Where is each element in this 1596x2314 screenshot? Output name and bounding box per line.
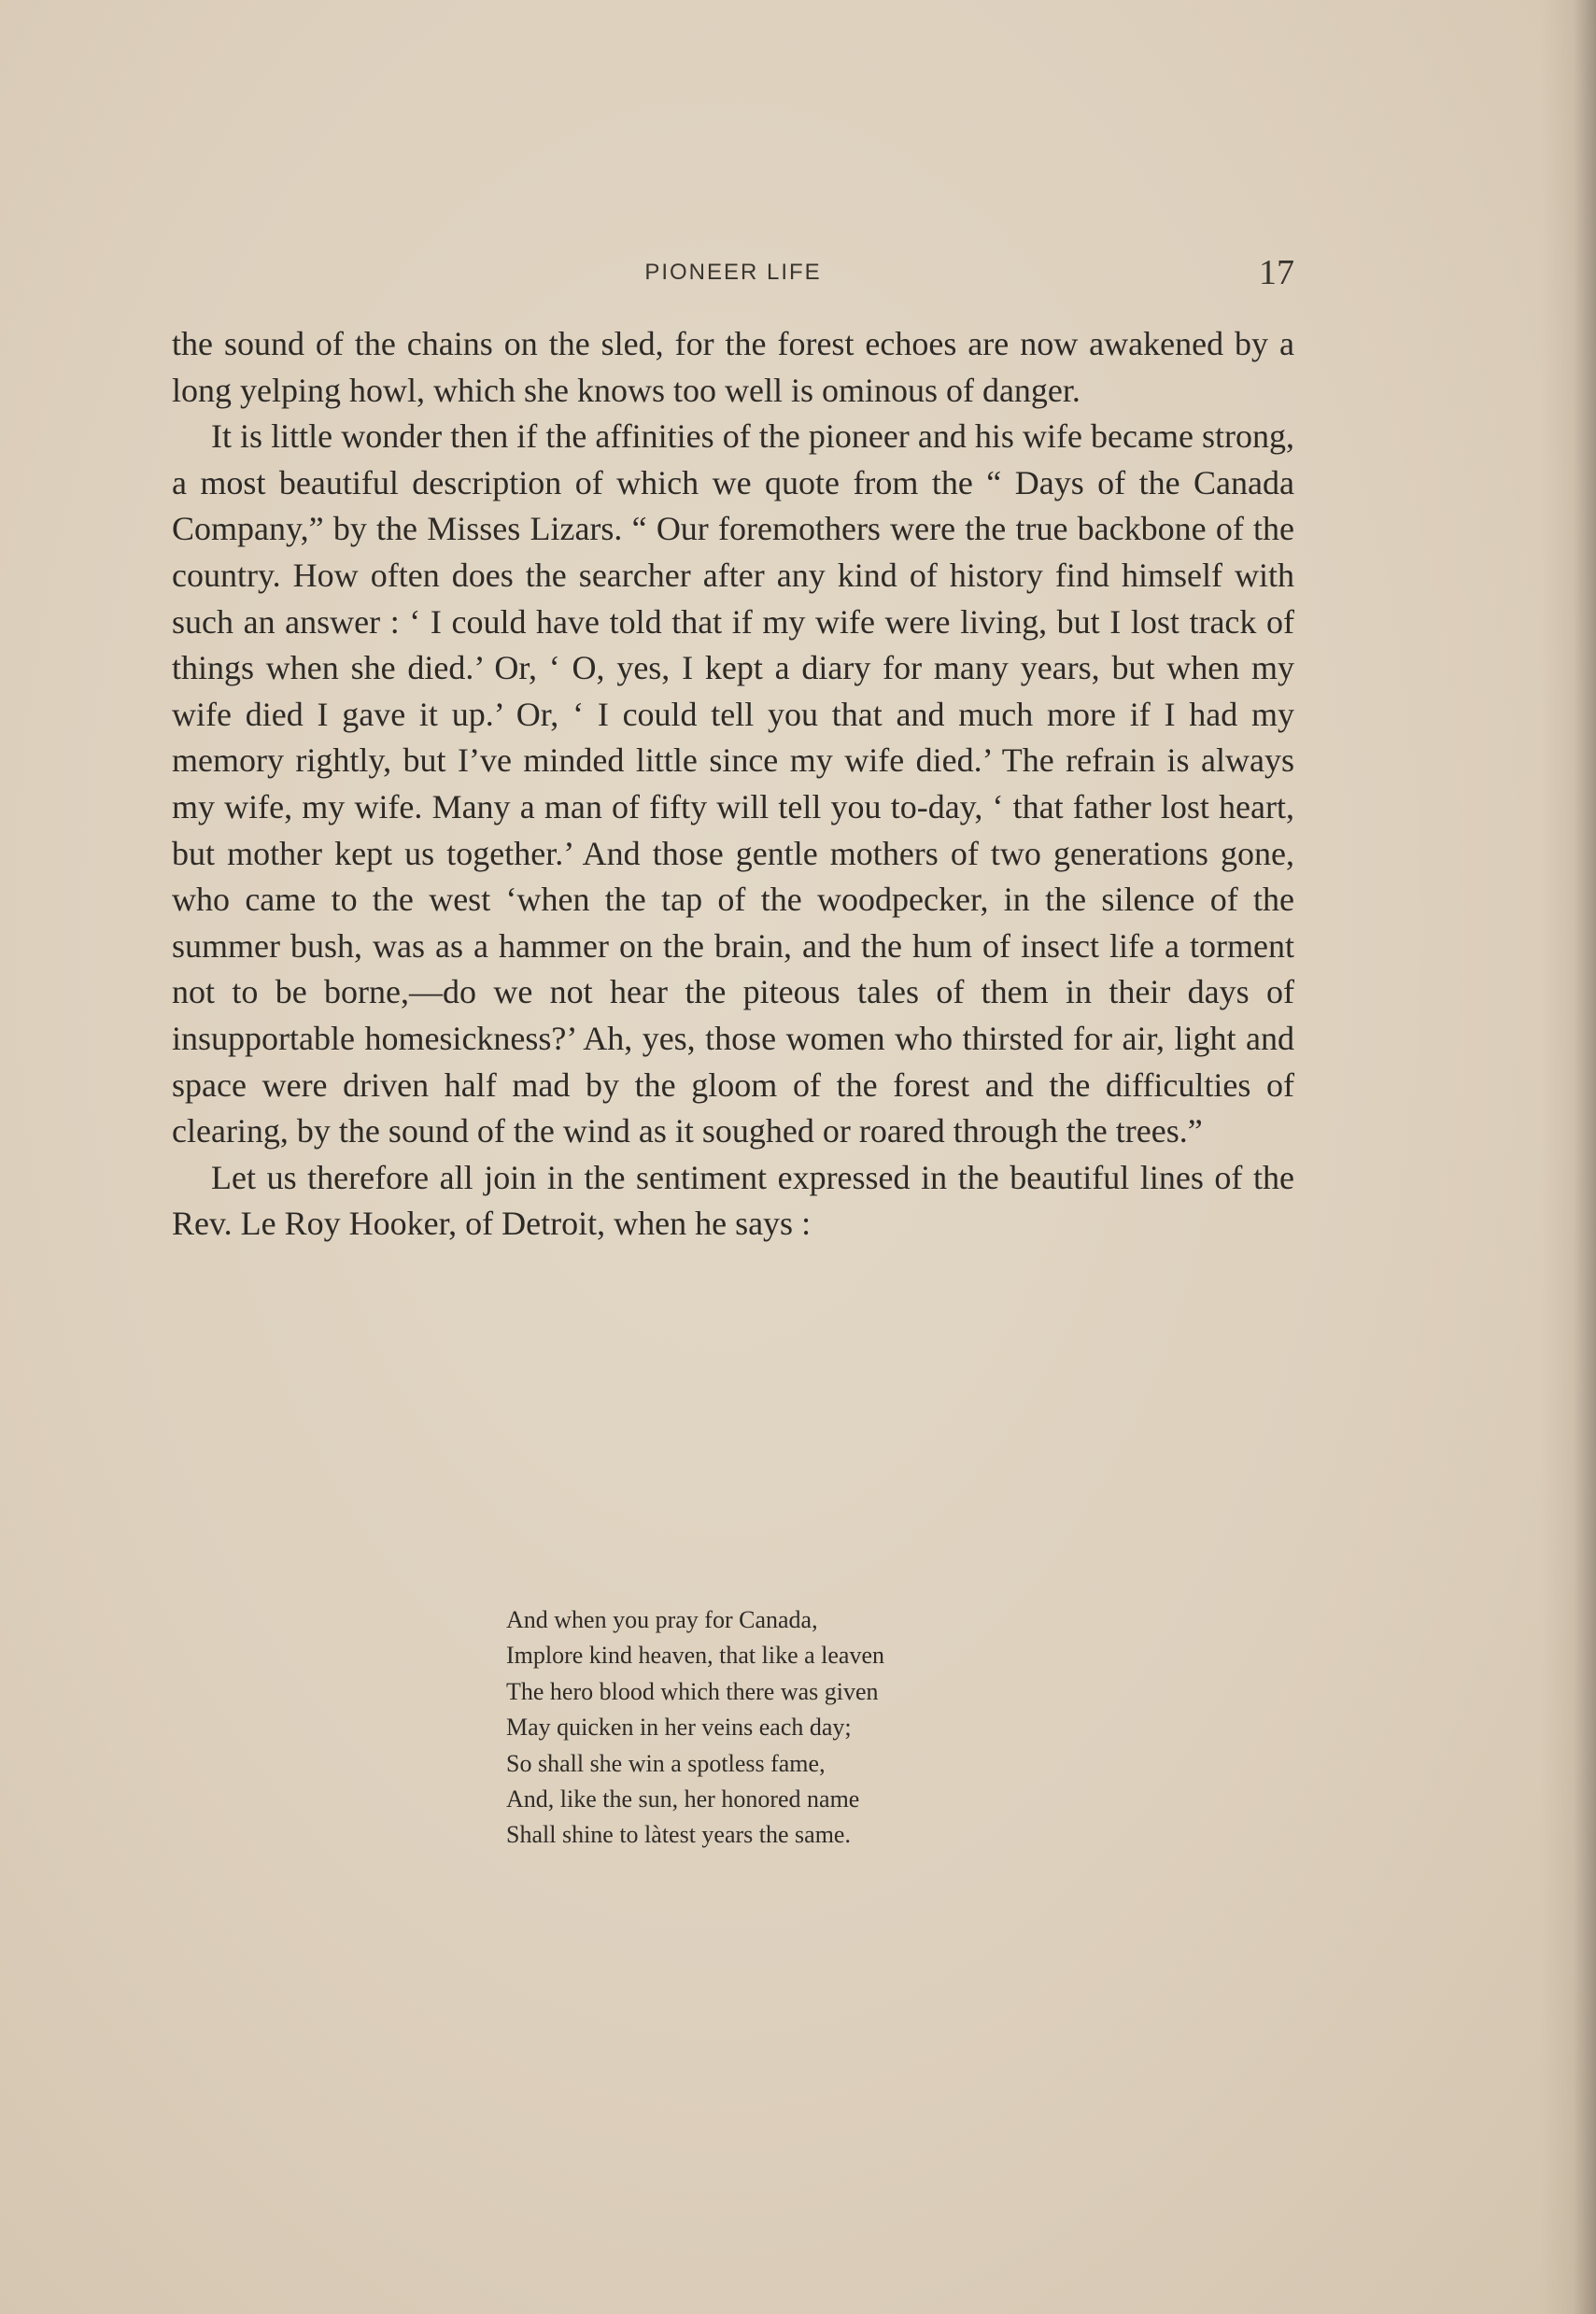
poem-line: May quicken in her veins each day; <box>506 1714 852 1742</box>
paragraph-continued: the sound of the chains on the sled, for the forest echoes are now awakened by a long yelping howl, which she knows too well is ominous of danger. <box>172 325 1294 409</box>
paragraph-foremothers-quote: It is little wonder then if the affinities of the pioneer and his wife became strong, a most beautiful description of which we quote from the “ Days of the Canada Company,” by the Misses Lizars. “ Our foremothers were the true backbone of the country. How often does the searcher after any kind of history find himself with such an answer : ‘ I could have told that if my wife were living, but I lost track of things when she died.’ Or, ‘ O, yes, I kept a diary for many years, but when my wife died I gave it up.’ Or, ‘ I could tell you that and much more if I had my memory rightly, but I’ve minded little since my wife died.’ The refrain is always my wife, my wife. Many a man of fifty will tell you to-day, ‘ that father lost heart, but mother kept us together.’ And those gentle mothers of two generations gone, who came to the west ‘when the tap of the woodpecker, in the silence of the summer bush, was as a hammer on the brain, and the hum of insect life a torment not to be borne,—do we not hear the piteous tales of them in their days of insupportable homesickness?’ Ah, yes, those women who thirsted for air, light and space were driven half mad by the gloom of the forest and the difficulties of clearing, by the sound of the wind as it soughed or roared through the trees.” <box>172 417 1294 1150</box>
page-number: 17 <box>1259 253 1294 292</box>
poem-line: And, like the sun, her honored name <box>506 1785 860 1813</box>
page-header <box>172 253 1294 293</box>
poem-line: Shall shine to làtest years the same. <box>506 1821 851 1849</box>
running-head: PIONEER LIFE <box>644 260 822 285</box>
poem-line: And when you pray for Canada, <box>506 1606 818 1633</box>
poem-line: So shall she win a spotless fame, <box>506 1749 826 1777</box>
poem-stanza <box>506 1602 1160 1854</box>
paragraph-sentiment: Let us therefore all join in the sentiment expressed in the beautiful lines of the Rev. Le Roy Hooker, of Detroit, when he says : <box>172 1158 1294 1243</box>
poem-line: The hero blood which there was given <box>506 1677 879 1705</box>
body-text <box>172 321 1294 1248</box>
poem-line: Implore kind heaven, that like a leaven <box>506 1642 885 1670</box>
page-edge-shadow <box>1540 0 1596 2314</box>
